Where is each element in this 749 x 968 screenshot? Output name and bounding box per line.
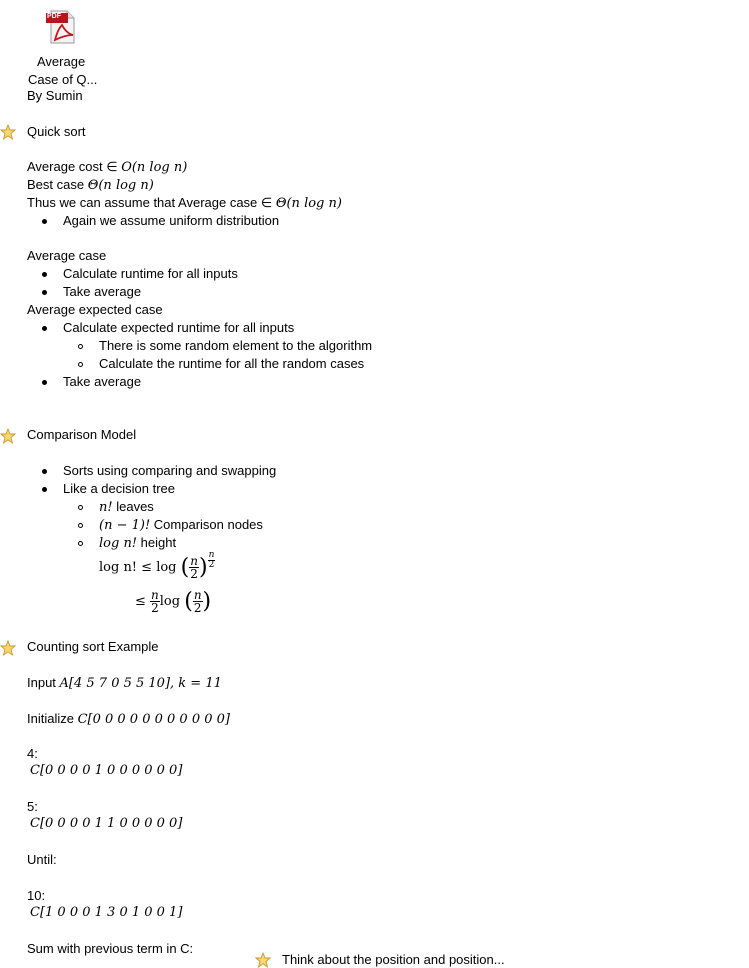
best-case-math: Θ(n log n) <box>87 178 154 193</box>
assume-math: Θ(n log n) <box>275 196 342 211</box>
bullet-icon <box>42 219 47 224</box>
initialize-label: Initialize <box>27 711 78 726</box>
sub-bullet-icon <box>78 541 83 546</box>
list-item: Again we assume uniform distribution <box>63 213 280 228</box>
pdf-badge: PDF <box>47 13 61 20</box>
step-10-label: 10: <box>27 888 46 903</box>
bullet-icon <box>42 469 47 474</box>
section-title-comparison-model[interactable]: Comparison Model <box>27 427 137 442</box>
list-item: Take average <box>63 374 142 389</box>
side-note-text[interactable]: Think about the position and position... <box>282 952 505 967</box>
exponent-n-over-2: $\frac{n}{2}$ <box>208 550 215 570</box>
sub-bullet-icon <box>78 523 83 528</box>
height-text: height <box>137 535 177 550</box>
list-item: Calculate the runtime for all the random cases <box>99 356 365 371</box>
best-case-line <box>27 177 154 193</box>
average-cost-line <box>27 159 187 175</box>
initialize-math: C[0 0 0 0 0 0 0 0 0 0 0] <box>77 712 230 727</box>
assume-label: Thus we can assume that Average case ∈ <box>27 195 276 210</box>
section-title-counting-sort[interactable]: Counting sort Example <box>27 639 159 654</box>
star-icon[interactable] <box>0 640 16 656</box>
list-item <box>99 535 176 551</box>
fraction-n-over-2: $\frac{n}{2}$ <box>190 554 198 581</box>
step-5-math: C[0 0 0 0 1 1 0 0 0 0 0] <box>30 816 183 831</box>
star-icon[interactable] <box>0 428 16 444</box>
initialize-line <box>27 711 230 727</box>
average-cost-math: O(n log n) <box>121 160 188 175</box>
bullet-icon <box>42 380 47 385</box>
assume-line <box>27 195 342 211</box>
sub-bullet-icon <box>78 505 83 510</box>
list-item: Calculate runtime for all inputs <box>63 266 238 281</box>
sub-bullet-icon <box>78 362 83 367</box>
bullet-icon <box>42 290 47 295</box>
average-expected-heading: Average expected case <box>27 302 163 317</box>
leaves-text: leaves <box>112 499 154 514</box>
until-label: Until: <box>27 852 57 867</box>
list-item: There is some random element to the algorithm <box>99 338 373 353</box>
height-math: log n! <box>99 536 138 551</box>
inequality-line-1: log n! ≤ log ( $\frac{n}{2}$ ) $\frac{n}{2}$ <box>99 550 215 581</box>
attachment-name-line2[interactable]: Case of Q... <box>28 72 98 87</box>
leaves-math: n! <box>99 500 113 515</box>
average-case-heading: Average case <box>27 248 107 263</box>
star-icon[interactable] <box>255 952 271 968</box>
average-cost-label: Average cost ∈ <box>27 159 122 174</box>
input-math: A[4 5 7 0 5 5 10], k = 11 <box>59 676 222 691</box>
input-line <box>27 675 222 691</box>
star-icon[interactable] <box>0 124 16 140</box>
attachment-name-line1[interactable]: Average <box>37 54 86 69</box>
input-label: Input <box>27 675 60 690</box>
nodes-math: (n − 1)! <box>99 518 151 533</box>
step-5-label: 5: <box>27 799 38 814</box>
inequality-line-2: ≤ $\frac{n}{2}$ log ( $\frac{n}{2}$ ) <box>135 588 212 615</box>
bullet-icon <box>42 326 47 331</box>
list-item: Take average <box>63 284 142 299</box>
fraction-n-over-2: $\frac{n}{2}$ <box>193 588 202 615</box>
step-10-math: C[1 0 0 0 1 3 0 1 0 0 1] <box>30 905 183 920</box>
list-item: Like a decision tree <box>63 481 176 496</box>
inequality-2-log: log <box>159 594 185 609</box>
inequality-2-left: ≤ <box>135 594 151 609</box>
list-item: Calculate expected runtime for all inputs <box>63 320 295 335</box>
sub-bullet-icon <box>78 344 83 349</box>
fraction-n-over-2: $\frac{n}{2}$ <box>151 588 159 615</box>
best-case-label: Best case <box>27 177 88 192</box>
section-title-quick-sort[interactable]: Quick sort <box>27 124 86 139</box>
sum-label: Sum with previous term in C: <box>27 941 194 956</box>
attachment-author: By Sumin <box>27 88 83 103</box>
nodes-text: Comparison nodes <box>150 517 263 532</box>
bullet-icon <box>42 487 47 492</box>
bullet-icon <box>42 272 47 277</box>
list-item <box>99 499 154 515</box>
inequality-1-left: log n! ≤ log <box>99 560 181 575</box>
step-4-math: C[0 0 0 0 1 0 0 0 0 0 0] <box>30 763 183 778</box>
step-4-label: 4: <box>27 746 38 761</box>
list-item: Sorts using comparing and swapping <box>63 463 277 478</box>
list-item <box>99 517 263 533</box>
